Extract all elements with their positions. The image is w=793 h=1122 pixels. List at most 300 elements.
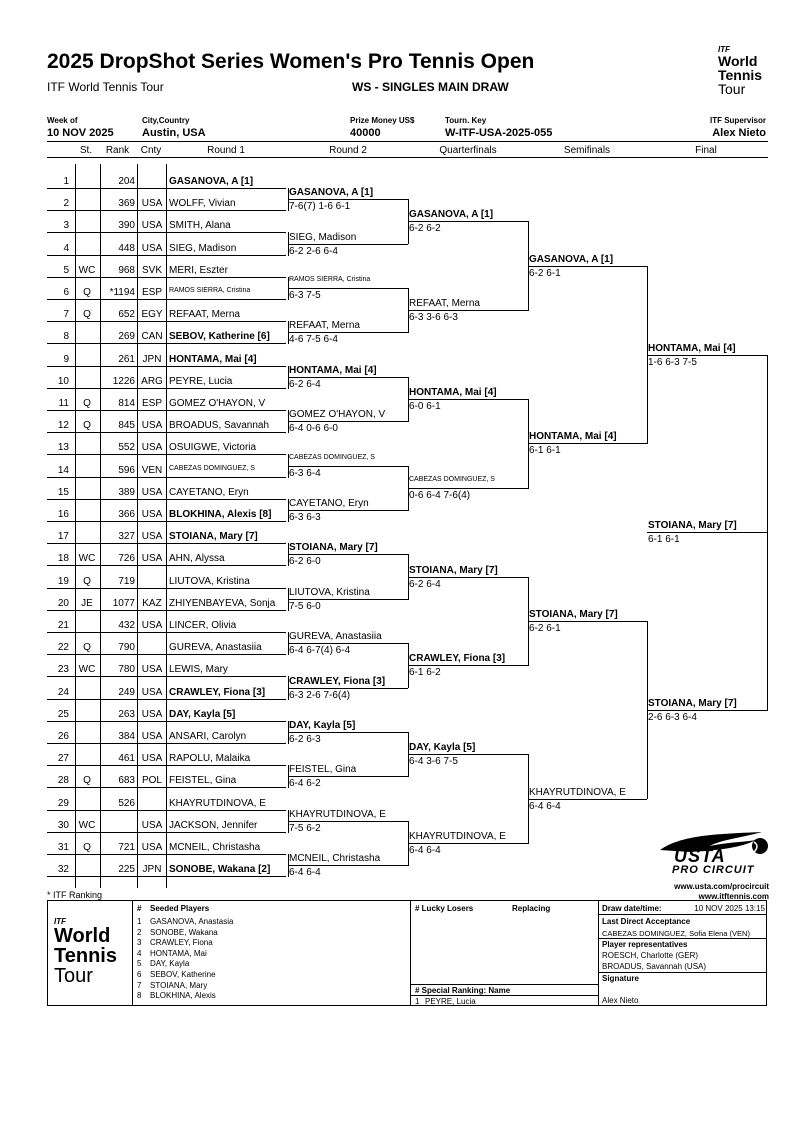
player-rank: 263 xyxy=(118,708,135,720)
player-rank: 721 xyxy=(118,842,135,853)
seed-number: 7 xyxy=(137,980,142,990)
seed-player-name: SONOBE, Wakana xyxy=(150,927,218,937)
player-row-line xyxy=(47,654,286,655)
player-row-line xyxy=(47,366,286,367)
player-name: LINCER, Olivia xyxy=(169,620,237,631)
final-line xyxy=(647,710,767,711)
itf-url[interactable]: www.itftennis.com xyxy=(698,892,769,901)
champion-line xyxy=(647,532,768,533)
draw-position: 32 xyxy=(57,864,69,876)
player-status: Q xyxy=(83,398,91,409)
round2-line xyxy=(288,776,408,777)
player-status: WC xyxy=(78,664,96,676)
player-country: JPN xyxy=(142,864,162,876)
player-row-line xyxy=(47,610,286,611)
player-country: USA xyxy=(141,531,163,543)
player-country: USA xyxy=(141,731,163,742)
round2-line xyxy=(288,199,408,200)
quarterfinal-winner: DAY, Kayla [5] xyxy=(409,742,476,754)
player-row-line xyxy=(47,699,286,700)
draw-position: 26 xyxy=(57,731,69,742)
round2-winner: GOMEZ O'HAYON, V xyxy=(289,409,386,421)
round2-line xyxy=(288,288,408,289)
round2-winner: SIEG, Madison xyxy=(289,231,357,243)
player-row-line xyxy=(47,810,286,811)
player-name: STOIANA, Mary [7] xyxy=(169,531,258,543)
round2-score: 6-3 2-6 7-6(4) xyxy=(289,689,351,701)
seeded-header: Seeded Players xyxy=(150,904,210,913)
quarterfinal-score: 6-1 6-2 xyxy=(409,667,441,679)
draw-position: 21 xyxy=(57,620,69,631)
seed-number: 3 xyxy=(137,938,142,948)
final-line xyxy=(647,355,767,356)
round2-winner: GUREVA, Anastasiia xyxy=(289,631,382,643)
round2-line xyxy=(288,643,408,644)
draw-position: 29 xyxy=(57,797,69,809)
round2-winner: REFAAT, Merna xyxy=(289,320,360,332)
draw-position: 15 xyxy=(57,486,69,498)
quarterfinal-score: 6-4 3-6 7-5 xyxy=(409,756,458,768)
player-country: USA xyxy=(141,553,163,565)
quarterfinal-line xyxy=(408,665,528,666)
round2-line xyxy=(288,865,408,866)
player-rank: 683 xyxy=(118,775,135,787)
player-rank: 390 xyxy=(118,220,135,232)
round2-score: 6-2 6-3 xyxy=(289,733,321,745)
round2-score: 6-2 6-4 xyxy=(289,378,321,390)
player-row-line xyxy=(47,876,286,877)
tour-subtitle: ITF World Tennis Tour xyxy=(47,80,164,94)
seed-number: 4 xyxy=(137,948,142,958)
player-row-line xyxy=(47,232,286,233)
player-country: CAN xyxy=(141,331,163,343)
player-rank: 790 xyxy=(118,642,135,654)
player-name: RAPOLU, Malaika xyxy=(169,753,251,765)
player-rep-1: ROESCH, Charlotte (GER) xyxy=(602,951,699,960)
player-rank: 327 xyxy=(118,531,135,543)
quarterfinal-score: 6-4 6-4 xyxy=(409,844,441,856)
player-name: LIUTOVA, Kristina xyxy=(169,575,250,587)
quarterfinal-winner: CABEZAS DOMINGUEZ, S xyxy=(409,475,495,483)
round2-line xyxy=(288,332,408,333)
draw-position: 30 xyxy=(57,819,69,831)
round2-score: 6-2 2-6 6-4 xyxy=(289,245,338,257)
quarterfinal-winner: CRAWLEY, Fiona [3] xyxy=(409,653,506,665)
player-name: GASANOVA, A [1] xyxy=(169,176,254,187)
lda-label: Last Direct Acceptance xyxy=(602,917,691,926)
semifinal-score: 6-2 6-1 xyxy=(529,622,561,634)
round2-line xyxy=(288,599,408,600)
draw-position: 2 xyxy=(63,198,69,210)
player-status: Q xyxy=(83,575,91,587)
player-row-line xyxy=(47,255,286,256)
player-rank: 1077 xyxy=(112,597,135,609)
seed-number: 5 xyxy=(137,959,142,969)
player-rank: 448 xyxy=(118,242,135,254)
draw-position: 6 xyxy=(63,287,69,298)
player-rank: 269 xyxy=(118,331,135,343)
draw-position: 31 xyxy=(57,842,69,853)
player-row-line xyxy=(47,543,286,544)
quarterfinal-score: 6-2 6-4 xyxy=(409,578,441,590)
draw-position: 28 xyxy=(57,775,69,787)
player-country: USA xyxy=(141,420,163,432)
seed-number: 8 xyxy=(137,991,142,1001)
round2-winner: CABEZAS DOMINGUEZ, S xyxy=(289,453,375,461)
quarterfinal-score: 6-2 6-2 xyxy=(409,223,441,235)
player-row-line xyxy=(47,499,286,500)
semifinal-line xyxy=(528,799,647,800)
quarterfinal-line xyxy=(408,221,528,222)
seed-player-name: STOIANA, Mary xyxy=(150,980,208,990)
prize-label: Prize Money US$ xyxy=(350,116,415,125)
quarterfinal-winner: KHAYRUTDINOVA, E xyxy=(409,830,506,842)
round2-winner: LIUTOVA, Kristina xyxy=(289,586,370,598)
draw-position: 19 xyxy=(57,575,69,587)
quarterfinal-line xyxy=(408,577,528,578)
player-status: WC xyxy=(78,264,96,276)
quarterfinal-score: 0-6 6-4 7-6(4) xyxy=(409,489,471,501)
player-name: SIEG, Madison xyxy=(169,242,237,254)
player-rank: 726 xyxy=(118,553,135,565)
player-rank: 596 xyxy=(118,464,135,476)
player-rank: 204 xyxy=(118,176,135,187)
player-name: CRAWLEY, Fiona [3] xyxy=(169,686,266,698)
seed-player-name: SEBOV, Katherine xyxy=(150,970,216,979)
quarterfinal-score: 6-0 6-1 xyxy=(409,400,441,412)
draw-position: 23 xyxy=(57,664,69,676)
player-country: USA xyxy=(141,819,163,831)
quarterfinal-line xyxy=(408,399,528,400)
player-status: Q xyxy=(83,775,91,787)
round2-line xyxy=(288,688,408,689)
draw-position: 11 xyxy=(58,398,69,409)
player-row-line xyxy=(47,454,286,455)
draw-position: 3 xyxy=(63,220,69,232)
player-country: EGY xyxy=(141,309,163,321)
player-name: ZHIYENBAYEVA, Sonja xyxy=(169,597,276,609)
player-name: BLOKHINA, Alexis [8] xyxy=(169,509,272,520)
player-rank: *1194 xyxy=(109,287,135,298)
player-row-line xyxy=(47,388,286,389)
player-rank: 780 xyxy=(118,664,135,676)
itf-world-tennis-tour-logo: ITF World Tennis Tour xyxy=(718,45,763,97)
player-row-line xyxy=(47,299,286,300)
seed-number: 2 xyxy=(137,927,142,937)
player-row-line xyxy=(47,632,286,633)
player-country: USA xyxy=(141,620,163,631)
round2-score: 6-3 6-3 xyxy=(289,511,321,523)
city-value: Austin, USA xyxy=(142,127,206,139)
supervisor-value: Alex Nieto xyxy=(712,127,766,139)
round2-score: 4-6 7-5 6-4 xyxy=(289,334,338,346)
seed-number: 6 xyxy=(137,970,142,979)
week-label: Week of xyxy=(47,116,78,125)
header-divider xyxy=(47,141,768,142)
player-row-line xyxy=(47,721,286,722)
player-rank: 432 xyxy=(118,620,135,631)
special-ranking-header: # Special Ranking: Name xyxy=(415,986,511,995)
special-ranking-number: 1 xyxy=(415,997,420,1006)
final-score: 2-6 6-3 6-4 xyxy=(648,711,697,723)
player-row-line xyxy=(47,477,286,478)
player-name: PEYRE, Lucia xyxy=(169,375,233,387)
tourn-key-label: Tourn. Key xyxy=(445,116,487,125)
quarterfinal-line xyxy=(408,488,528,489)
player-row-line xyxy=(47,188,286,189)
semifinal-score: 6-1 6-1 xyxy=(529,445,561,457)
player-row-line xyxy=(47,832,286,833)
player-row-line xyxy=(47,743,286,744)
player-rank: 652 xyxy=(118,309,135,321)
draw-position: 18 xyxy=(57,553,69,565)
usta-pro-circuit-logo: USTA PRO CIRCUIT xyxy=(650,828,770,888)
player-rank: 225 xyxy=(118,864,135,876)
player-rank: 1226 xyxy=(112,375,135,387)
player-country: SVK xyxy=(141,264,162,276)
tourn-key-value: W-ITF-USA-2025-055 xyxy=(445,127,553,139)
player-name: HONTAMA, Mai [4] xyxy=(169,353,257,365)
player-status: WC xyxy=(78,819,96,831)
semifinal-winner: STOIANA, Mary [7] xyxy=(529,608,618,620)
seed-player-name: DAY, Kayla xyxy=(150,959,190,969)
col-round1: Round 1 xyxy=(207,145,245,156)
final-winner: HONTAMA, Mai [4] xyxy=(648,342,736,354)
player-rank: 845 xyxy=(118,420,135,432)
player-name: GUREVA, Anastasiia xyxy=(169,642,262,654)
draw-position: 5 xyxy=(63,264,69,276)
player-row-line xyxy=(47,321,286,322)
seed-player-name: GASANOVA, Anastasia xyxy=(150,917,234,926)
semifinal-winner: KHAYRUTDINOVA, E xyxy=(529,786,626,798)
player-country: USA xyxy=(141,486,163,498)
draw-position: 12 xyxy=(57,420,69,432)
semifinal-winner: GASANOVA, A [1] xyxy=(529,253,614,265)
player-row-line xyxy=(47,588,286,589)
round2-score: 6-4 0-6 6-0 xyxy=(289,423,338,435)
player-country: KAZ xyxy=(142,597,162,609)
round2-winner: MCNEIL, Christasha xyxy=(289,853,381,865)
player-status: WC xyxy=(78,553,96,565)
champion-name: STOIANA, Mary [7] xyxy=(648,520,737,532)
draw-position: 14 xyxy=(57,464,69,476)
player-country: USA xyxy=(141,842,163,853)
player-name: RAMOS SIERRA, Cristina xyxy=(169,287,251,294)
round2-line xyxy=(288,421,408,422)
semifinal-score: 6-4 6-4 xyxy=(529,800,561,812)
semifinal-line xyxy=(528,266,647,267)
player-name: JACKSON, Jennifer xyxy=(169,819,258,831)
quarterfinal-score: 6-3 3-6 6-3 xyxy=(409,312,458,324)
column-header-divider xyxy=(47,157,768,158)
player-name: DAY, Kayla [5] xyxy=(169,708,236,720)
special-ranking-name: PEYRE, Lucia xyxy=(425,997,476,1006)
seed-number: 1 xyxy=(137,917,142,926)
round2-line xyxy=(288,466,408,467)
player-rank: 369 xyxy=(118,198,135,210)
draw-position: 24 xyxy=(57,686,69,698)
semifinal-score: 6-2 6-1 xyxy=(529,267,561,279)
player-name: OSUIGWE, Victoria xyxy=(169,442,257,454)
col-st: St. xyxy=(79,145,93,156)
signature-label: Signature xyxy=(602,974,639,983)
city-label: City,Country xyxy=(142,116,190,125)
quarterfinal-winner: HONTAMA, Mai [4] xyxy=(409,386,497,398)
draw-position: 10 xyxy=(57,375,69,387)
player-name: MERI, Eszter xyxy=(169,264,228,276)
player-country: VEN xyxy=(141,464,163,476)
draw-type: WS - SINGLES MAIN DRAW xyxy=(352,80,509,94)
draw-position: 22 xyxy=(57,642,69,654)
round2-score: 6-4 6-7(4) 6-4 xyxy=(289,645,351,657)
player-row-line xyxy=(47,410,286,411)
player-rank: 261 xyxy=(118,353,135,365)
draw-position: 8 xyxy=(63,331,69,343)
quarterfinal-winner: GASANOVA, A [1] xyxy=(409,209,494,221)
final-winner: STOIANA, Mary [7] xyxy=(648,697,737,709)
player-country: USA xyxy=(141,708,163,720)
player-country: USA xyxy=(141,198,163,210)
draw-position: 4 xyxy=(63,242,69,254)
semifinal-line xyxy=(528,621,647,622)
player-row-line xyxy=(47,854,286,855)
player-rank: 814 xyxy=(118,398,135,409)
player-country: USA xyxy=(141,442,163,454)
itf-world-tennis-tour-footer-logo: ITF World Tennis Tour xyxy=(54,917,117,987)
col-semifinals: Semifinals xyxy=(563,145,611,156)
player-rank: 552 xyxy=(118,442,135,454)
player-rank: 719 xyxy=(118,575,135,587)
round2-line xyxy=(288,554,408,555)
player-row-line xyxy=(47,432,286,433)
player-row-line xyxy=(47,676,286,677)
page-title: 2025 DropShot Series Women's Pro Tennis Open xyxy=(47,50,535,73)
round2-winner: DAY, Kayla [5] xyxy=(289,719,356,731)
player-country: ESP xyxy=(141,287,162,298)
round2-winner: CAYETANO, Eryn xyxy=(289,497,369,509)
round2-line xyxy=(288,244,408,245)
round2-line xyxy=(288,732,408,733)
lucky-losers-header: # Lucky Losers xyxy=(415,904,474,913)
player-country: ARG xyxy=(141,375,163,387)
player-country: USA xyxy=(141,242,163,254)
draw-position: 27 xyxy=(57,753,69,765)
player-row-line xyxy=(47,787,286,788)
round2-winner: KHAYRUTDINOVA, E xyxy=(289,808,386,820)
player-country: USA xyxy=(141,509,163,520)
round2-score: 7-5 6-2 xyxy=(289,822,321,834)
player-rank: 366 xyxy=(118,509,135,520)
seeded-header-num: # xyxy=(137,904,142,913)
player-name: ANSARI, Carolyn xyxy=(169,731,247,742)
player-country: USA xyxy=(141,220,163,232)
player-row-line xyxy=(47,210,286,211)
round2-winner: RAMOS SIERRA, Cristina xyxy=(289,275,371,283)
player-name: LEWIS, Mary xyxy=(169,664,228,676)
draw-position: 20 xyxy=(57,597,69,609)
player-name: BROADUS, Savannah xyxy=(169,420,270,432)
round2-line xyxy=(288,377,408,378)
player-country: USA xyxy=(141,686,163,698)
player-name: SONOBE, Wakana [2] xyxy=(169,864,271,876)
col-rank: Rank xyxy=(105,145,130,156)
player-name: GOMEZ O'HAYON, V xyxy=(169,398,266,409)
round2-winner: GASANOVA, A [1] xyxy=(289,187,374,199)
round2-score: 6-4 6-2 xyxy=(289,778,321,790)
round2-score: 6-4 6-4 xyxy=(289,867,321,879)
quarterfinal-line xyxy=(408,843,528,844)
round2-score: 6-3 6-4 xyxy=(289,467,321,479)
supervisor-label: ITF Supervisor xyxy=(709,116,766,125)
player-rank: 384 xyxy=(118,731,135,742)
player-name: CABEZAS DOMINGUEZ, S xyxy=(169,464,255,472)
player-reps-label: Player representatives xyxy=(602,940,688,949)
draw-position: 1 xyxy=(63,176,69,187)
player-country: ESP xyxy=(141,398,162,409)
round2-winner: HONTAMA, Mai [4] xyxy=(289,364,377,376)
round2-score: 7-6(7) 1-6 6-1 xyxy=(289,201,351,213)
player-status: Q xyxy=(83,420,91,432)
replacing-header: Replacing xyxy=(512,904,551,913)
champion-score: 6-1 6-1 xyxy=(648,534,680,546)
player-status: Q xyxy=(83,842,91,853)
quarterfinal-winner: REFAAT, Merna xyxy=(409,298,480,310)
column-rule xyxy=(137,164,138,888)
seed-player-name: CRAWLEY, Fiona xyxy=(150,938,213,948)
round2-line xyxy=(288,821,408,822)
player-country: JPN xyxy=(142,353,162,365)
player-country: USA xyxy=(141,664,163,676)
player-name: KHAYRUTDINOVA, E xyxy=(169,797,266,809)
draw-position: 16 xyxy=(57,509,69,520)
player-rank: 249 xyxy=(118,686,135,698)
round2-winner: STOIANA, Mary [7] xyxy=(289,542,378,554)
quarterfinal-winner: STOIANA, Mary [7] xyxy=(409,564,498,576)
draw-position: 13 xyxy=(57,442,69,454)
player-name: CAYETANO, Eryn xyxy=(169,486,249,498)
itf-ranking-note: * ITF Ranking xyxy=(47,890,103,900)
seed-player-name: BLOKHINA, Alexis xyxy=(150,991,216,1001)
player-rank: 526 xyxy=(118,797,135,809)
player-name: FEISTEL, Gina xyxy=(169,775,237,787)
player-name: REFAAT, Merna xyxy=(169,309,240,321)
seed-player-name: HONTAMA, Mai xyxy=(150,948,207,958)
col-cnty: Cnty xyxy=(140,145,162,156)
player-name: MCNEIL, Christasha xyxy=(169,842,261,853)
player-row-line xyxy=(47,343,286,344)
player-status: Q xyxy=(83,309,91,321)
player-row-line xyxy=(47,277,286,278)
player-name: SEBOV, Katherine [6] xyxy=(169,331,270,343)
usta-url[interactable]: www.usta.com/procircuit xyxy=(674,882,769,891)
round2-score: 6-2 6-0 xyxy=(289,556,321,568)
player-status: Q xyxy=(83,642,91,654)
player-country: USA xyxy=(141,753,163,765)
draw-date-value: 10 NOV 2025 13:15 xyxy=(694,904,765,913)
round2-winner: CRAWLEY, Fiona [3] xyxy=(289,675,386,687)
player-row-line xyxy=(47,521,286,522)
col-round2: Round 2 xyxy=(329,145,367,156)
semifinal-winner: HONTAMA, Mai [4] xyxy=(529,431,617,443)
draw-position: 17 xyxy=(57,531,69,543)
semifinal-line xyxy=(528,443,647,444)
quarterfinal-line xyxy=(408,754,528,755)
player-rank: 968 xyxy=(118,264,135,276)
player-row-line xyxy=(47,765,286,766)
signature-value: Alex Nieto xyxy=(602,996,639,1005)
player-name: AHN, Alyssa xyxy=(169,553,225,565)
player-name: WOLFF, Vivian xyxy=(169,198,236,210)
